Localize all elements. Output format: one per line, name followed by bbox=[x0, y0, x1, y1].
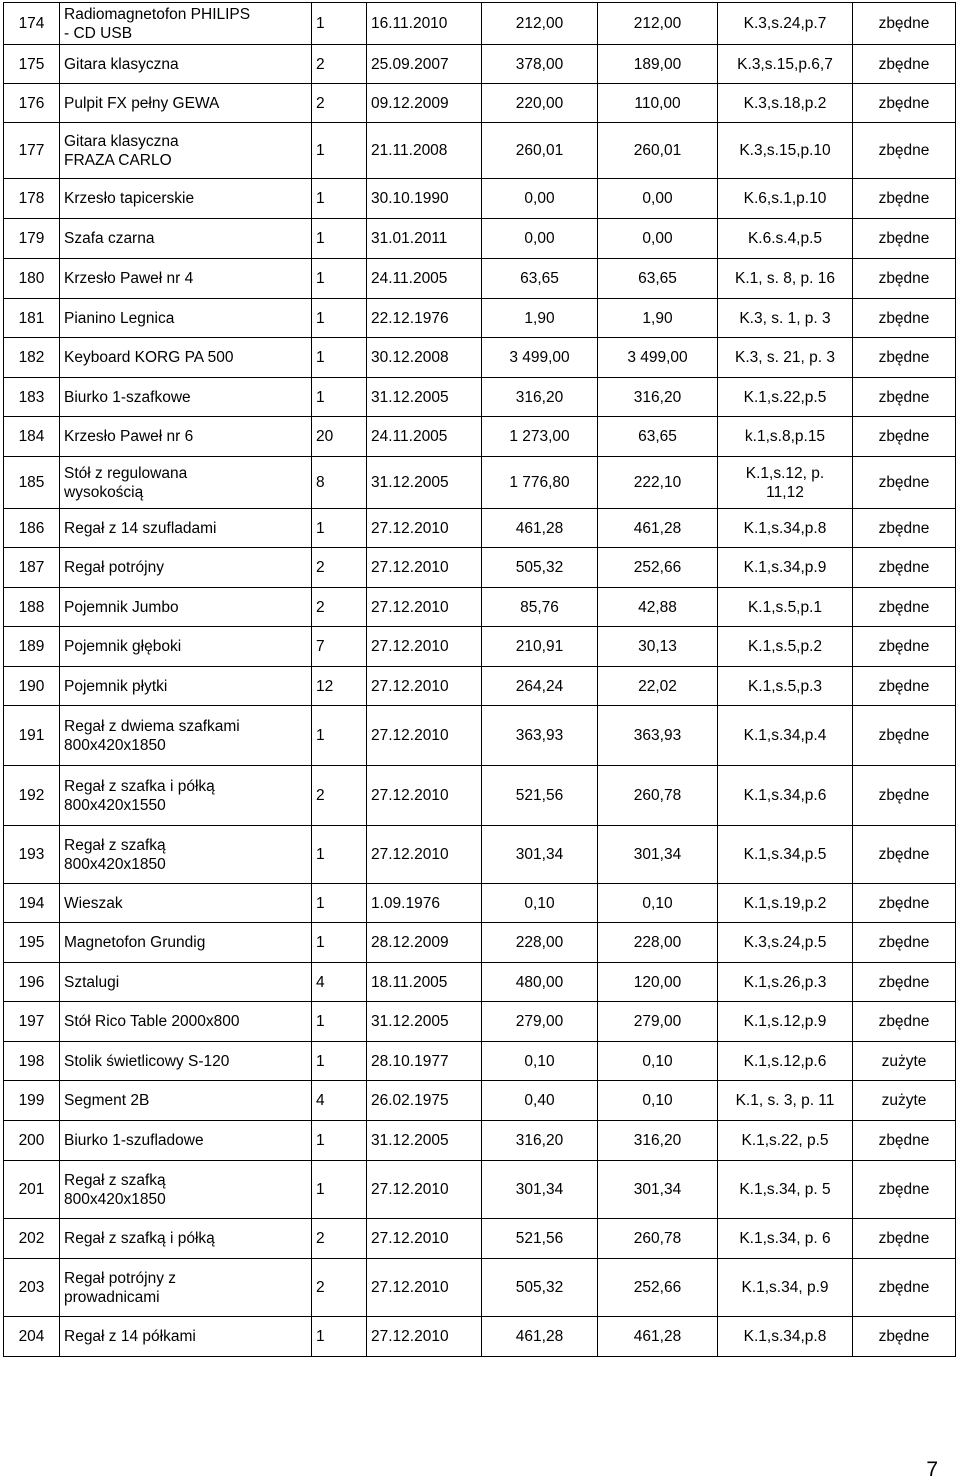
total-value-cell: 1,90 bbox=[482, 299, 598, 338]
quantity-cell: 2 bbox=[312, 548, 367, 588]
acquisition-date-cell: 26.02.1975 bbox=[367, 1081, 482, 1121]
table-row bbox=[4, 509, 956, 548]
item-name-cell: Regał z 14 szufladami bbox=[60, 509, 312, 548]
unit-value-cell: 63,65 bbox=[598, 259, 718, 299]
total-value-cell: 63,65 bbox=[482, 259, 598, 299]
reference-cell: K.1,s.34,p.6 bbox=[718, 766, 853, 826]
unit-value-cell: 461,28 bbox=[598, 1317, 718, 1357]
status-cell: zbędne bbox=[853, 667, 956, 706]
row-number-cell: 181 bbox=[4, 299, 60, 338]
total-value-cell: 228,00 bbox=[482, 923, 598, 963]
unit-value-cell: 3 499,00 bbox=[598, 338, 718, 378]
total-value-cell: 220,00 bbox=[482, 84, 598, 123]
total-value-cell: 0,00 bbox=[482, 179, 598, 219]
unit-value-cell: 63,65 bbox=[598, 417, 718, 457]
inventory-table bbox=[3, 2, 956, 1357]
acquisition-date-cell: 1.09.1976 bbox=[367, 884, 482, 923]
row-number-cell: 187 bbox=[4, 548, 60, 588]
table-row bbox=[4, 123, 956, 179]
item-name-cell: Segment 2B bbox=[60, 1081, 312, 1121]
item-name-cell: Regał z szafką i półką bbox=[60, 1219, 312, 1259]
item-name-cell: Biurko 1-szufladowe bbox=[60, 1121, 312, 1161]
quantity-cell: 4 bbox=[312, 1081, 367, 1121]
total-value-cell: 301,34 bbox=[482, 1161, 598, 1219]
status-cell: zbędne bbox=[853, 417, 956, 457]
item-name-cell: Stół Rico Table 2000x800 bbox=[60, 1002, 312, 1042]
status-cell: zbędne bbox=[853, 1002, 956, 1042]
row-number-cell: 201 bbox=[4, 1161, 60, 1219]
reference-cell: K.1, s. 8, p. 16 bbox=[718, 259, 853, 299]
status-cell: zbędne bbox=[853, 123, 956, 179]
unit-value-cell: 30,13 bbox=[598, 627, 718, 667]
quantity-cell: 1 bbox=[312, 3, 367, 45]
acquisition-date-cell: 31.12.2005 bbox=[367, 457, 482, 509]
reference-cell: K.1,s.34, p. 5 bbox=[718, 1161, 853, 1219]
acquisition-date-cell: 27.12.2010 bbox=[367, 1317, 482, 1357]
table-row bbox=[4, 766, 956, 826]
acquisition-date-cell: 27.12.2010 bbox=[367, 588, 482, 627]
page-number: 7 bbox=[926, 1458, 938, 1481]
status-cell: zbędne bbox=[853, 1161, 956, 1219]
total-value-cell: 210,91 bbox=[482, 627, 598, 667]
total-value-cell: 260,01 bbox=[482, 123, 598, 179]
quantity-cell: 4 bbox=[312, 963, 367, 1002]
row-number-cell: 192 bbox=[4, 766, 60, 826]
row-number-cell: 190 bbox=[4, 667, 60, 706]
table-row bbox=[4, 1081, 956, 1121]
total-value-cell: 0,00 bbox=[482, 219, 598, 259]
row-number-cell: 186 bbox=[4, 509, 60, 548]
reference-cell: K.3,s.24,p.5 bbox=[718, 923, 853, 963]
unit-value-cell: 301,34 bbox=[598, 826, 718, 884]
table-row bbox=[4, 588, 956, 627]
reference-cell: K.1,s.34,p.4 bbox=[718, 706, 853, 766]
row-number-cell: 184 bbox=[4, 417, 60, 457]
status-cell: zbędne bbox=[853, 259, 956, 299]
row-number-cell: 189 bbox=[4, 627, 60, 667]
table-row bbox=[4, 299, 956, 338]
total-value-cell: 85,76 bbox=[482, 588, 598, 627]
unit-value-cell: 222,10 bbox=[598, 457, 718, 509]
item-name-cell: Regał potrójny z prowadnicami bbox=[60, 1259, 312, 1317]
acquisition-date-cell: 27.12.2010 bbox=[367, 1259, 482, 1317]
acquisition-date-cell: 31.12.2005 bbox=[367, 1121, 482, 1161]
row-number-cell: 179 bbox=[4, 219, 60, 259]
row-number-cell: 191 bbox=[4, 706, 60, 766]
total-value-cell: 301,34 bbox=[482, 826, 598, 884]
total-value-cell: 0,40 bbox=[482, 1081, 598, 1121]
item-name-cell: Pojemnik płytki bbox=[60, 667, 312, 706]
table-row bbox=[4, 417, 956, 457]
total-value-cell: 1 776,80 bbox=[482, 457, 598, 509]
total-value-cell: 521,56 bbox=[482, 1219, 598, 1259]
acquisition-date-cell: 27.12.2010 bbox=[367, 1219, 482, 1259]
row-number-cell: 195 bbox=[4, 923, 60, 963]
reference-cell: K.1,s.26,p.3 bbox=[718, 963, 853, 1002]
unit-value-cell: 0,10 bbox=[598, 1042, 718, 1081]
total-value-cell: 521,56 bbox=[482, 766, 598, 826]
row-number-cell: 204 bbox=[4, 1317, 60, 1357]
quantity-cell: 1 bbox=[312, 509, 367, 548]
unit-value-cell: 42,88 bbox=[598, 588, 718, 627]
status-cell: zbędne bbox=[853, 963, 956, 1002]
reference-cell: K.1,s.12,p.6 bbox=[718, 1042, 853, 1081]
unit-value-cell: 189,00 bbox=[598, 45, 718, 84]
item-name-cell: Krzesło Paweł nr 6 bbox=[60, 417, 312, 457]
acquisition-date-cell: 24.11.2005 bbox=[367, 259, 482, 299]
reference-cell: K.1,s.34, p.9 bbox=[718, 1259, 853, 1317]
quantity-cell: 8 bbox=[312, 457, 367, 509]
total-value-cell: 212,00 bbox=[482, 3, 598, 45]
acquisition-date-cell: 27.12.2010 bbox=[367, 509, 482, 548]
total-value-cell: 363,93 bbox=[482, 706, 598, 766]
item-name-cell: Wieszak bbox=[60, 884, 312, 923]
quantity-cell: 1 bbox=[312, 123, 367, 179]
status-cell: zużyte bbox=[853, 1081, 956, 1121]
table-row bbox=[4, 548, 956, 588]
quantity-cell: 1 bbox=[312, 826, 367, 884]
quantity-cell: 1 bbox=[312, 299, 367, 338]
quantity-cell: 1 bbox=[312, 1121, 367, 1161]
status-cell: zużyte bbox=[853, 1042, 956, 1081]
table-row bbox=[4, 219, 956, 259]
total-value-cell: 378,00 bbox=[482, 45, 598, 84]
table-row bbox=[4, 1121, 956, 1161]
quantity-cell: 1 bbox=[312, 259, 367, 299]
quantity-cell: 2 bbox=[312, 1259, 367, 1317]
total-value-cell: 0,10 bbox=[482, 1042, 598, 1081]
table-row bbox=[4, 45, 956, 84]
item-name-cell: Szafa czarna bbox=[60, 219, 312, 259]
row-number-cell: 196 bbox=[4, 963, 60, 1002]
acquisition-date-cell: 24.11.2005 bbox=[367, 417, 482, 457]
status-cell: zbędne bbox=[853, 548, 956, 588]
row-number-cell: 180 bbox=[4, 259, 60, 299]
status-cell: zbędne bbox=[853, 588, 956, 627]
unit-value-cell: 212,00 bbox=[598, 3, 718, 45]
unit-value-cell: 363,93 bbox=[598, 706, 718, 766]
acquisition-date-cell: 27.12.2010 bbox=[367, 667, 482, 706]
row-number-cell: 185 bbox=[4, 457, 60, 509]
status-cell: zbędne bbox=[853, 457, 956, 509]
status-cell: zbędne bbox=[853, 338, 956, 378]
table-row bbox=[4, 457, 956, 509]
table-row bbox=[4, 1259, 956, 1317]
unit-value-cell: 0,10 bbox=[598, 1081, 718, 1121]
reference-cell: K.1,s.12, p. 11,12 bbox=[718, 457, 853, 509]
table-row bbox=[4, 1317, 956, 1357]
row-number-cell: 175 bbox=[4, 45, 60, 84]
quantity-cell: 1 bbox=[312, 884, 367, 923]
total-value-cell: 316,20 bbox=[482, 1121, 598, 1161]
table-row bbox=[4, 1219, 956, 1259]
unit-value-cell: 120,00 bbox=[598, 963, 718, 1002]
total-value-cell: 505,32 bbox=[482, 1259, 598, 1317]
table-row bbox=[4, 3, 956, 45]
reference-cell: K.1,s.34,p.8 bbox=[718, 1317, 853, 1357]
quantity-cell: 1 bbox=[312, 1042, 367, 1081]
quantity-cell: 2 bbox=[312, 84, 367, 123]
item-name-cell: Krzesło tapicerskie bbox=[60, 179, 312, 219]
unit-value-cell: 0,00 bbox=[598, 179, 718, 219]
unit-value-cell: 316,20 bbox=[598, 378, 718, 417]
unit-value-cell: 316,20 bbox=[598, 1121, 718, 1161]
table-row bbox=[4, 667, 956, 706]
reference-cell: K.3, s. 21, p. 3 bbox=[718, 338, 853, 378]
acquisition-date-cell: 27.12.2010 bbox=[367, 548, 482, 588]
item-name-cell: Pianino Legnica bbox=[60, 299, 312, 338]
acquisition-date-cell: 22.12.1976 bbox=[367, 299, 482, 338]
status-cell: zbędne bbox=[853, 627, 956, 667]
table-row bbox=[4, 884, 956, 923]
row-number-cell: 203 bbox=[4, 1259, 60, 1317]
total-value-cell: 480,00 bbox=[482, 963, 598, 1002]
unit-value-cell: 1,90 bbox=[598, 299, 718, 338]
unit-value-cell: 279,00 bbox=[598, 1002, 718, 1042]
table-row bbox=[4, 1042, 956, 1081]
quantity-cell: 2 bbox=[312, 1219, 367, 1259]
item-name-cell: Magnetofon Grundig bbox=[60, 923, 312, 963]
table-row bbox=[4, 627, 956, 667]
acquisition-date-cell: 31.12.2005 bbox=[367, 378, 482, 417]
table-row bbox=[4, 826, 956, 884]
quantity-cell: 1 bbox=[312, 378, 367, 417]
acquisition-date-cell: 21.11.2008 bbox=[367, 123, 482, 179]
row-number-cell: 174 bbox=[4, 3, 60, 45]
status-cell: zbędne bbox=[853, 509, 956, 548]
reference-cell: K.1,s.34,p.5 bbox=[718, 826, 853, 884]
item-name-cell: Regał z szafką 800x420x1850 bbox=[60, 1161, 312, 1219]
status-cell: zbędne bbox=[853, 884, 956, 923]
reference-cell: K.1,s.5,p.1 bbox=[718, 588, 853, 627]
reference-cell: K.3, s. 1, p. 3 bbox=[718, 299, 853, 338]
row-number-cell: 200 bbox=[4, 1121, 60, 1161]
reference-cell: K.1, s. 3, p. 11 bbox=[718, 1081, 853, 1121]
quantity-cell: 1 bbox=[312, 1161, 367, 1219]
unit-value-cell: 22,02 bbox=[598, 667, 718, 706]
total-value-cell: 3 499,00 bbox=[482, 338, 598, 378]
row-number-cell: 198 bbox=[4, 1042, 60, 1081]
item-name-cell: Pojemnik głęboki bbox=[60, 627, 312, 667]
status-cell: zbędne bbox=[853, 378, 956, 417]
row-number-cell: 197 bbox=[4, 1002, 60, 1042]
item-name-cell: Krzesło Paweł nr 4 bbox=[60, 259, 312, 299]
item-name-cell: Sztalugi bbox=[60, 963, 312, 1002]
quantity-cell: 1 bbox=[312, 179, 367, 219]
unit-value-cell: 228,00 bbox=[598, 923, 718, 963]
status-cell: zbędne bbox=[853, 766, 956, 826]
acquisition-date-cell: 18.11.2005 bbox=[367, 963, 482, 1002]
total-value-cell: 264,24 bbox=[482, 667, 598, 706]
item-name-cell: Biurko 1-szafkowe bbox=[60, 378, 312, 417]
total-value-cell: 279,00 bbox=[482, 1002, 598, 1042]
table-row bbox=[4, 259, 956, 299]
quantity-cell: 2 bbox=[312, 588, 367, 627]
acquisition-date-cell: 27.12.2010 bbox=[367, 1161, 482, 1219]
item-name-cell: Stolik świetlicowy S-120 bbox=[60, 1042, 312, 1081]
reference-cell: K.3,s.18,p.2 bbox=[718, 84, 853, 123]
acquisition-date-cell: 09.12.2009 bbox=[367, 84, 482, 123]
status-cell: zbędne bbox=[853, 219, 956, 259]
quantity-cell: 1 bbox=[312, 1002, 367, 1042]
item-name-cell: Gitara klasyczna bbox=[60, 45, 312, 84]
row-number-cell: 183 bbox=[4, 378, 60, 417]
status-cell: zbędne bbox=[853, 1259, 956, 1317]
acquisition-date-cell: 28.10.1977 bbox=[367, 1042, 482, 1081]
status-cell: zbędne bbox=[853, 3, 956, 45]
reference-cell: K.3,s.15,p.6,7 bbox=[718, 45, 853, 84]
item-name-cell: Keyboard KORG PA 500 bbox=[60, 338, 312, 378]
item-name-cell: Gitara klasyczna FRAZA CARLO bbox=[60, 123, 312, 179]
item-name-cell: Pulpit FX pełny GEWA bbox=[60, 84, 312, 123]
row-number-cell: 188 bbox=[4, 588, 60, 627]
row-number-cell: 178 bbox=[4, 179, 60, 219]
table-row bbox=[4, 338, 956, 378]
acquisition-date-cell: 27.12.2010 bbox=[367, 706, 482, 766]
unit-value-cell: 260,01 bbox=[598, 123, 718, 179]
unit-value-cell: 110,00 bbox=[598, 84, 718, 123]
row-number-cell: 177 bbox=[4, 123, 60, 179]
unit-value-cell: 301,34 bbox=[598, 1161, 718, 1219]
row-number-cell: 194 bbox=[4, 884, 60, 923]
reference-cell: K.6.s.4,p.5 bbox=[718, 219, 853, 259]
quantity-cell: 2 bbox=[312, 45, 367, 84]
table-row bbox=[4, 179, 956, 219]
acquisition-date-cell: 16.11.2010 bbox=[367, 3, 482, 45]
status-cell: zbędne bbox=[853, 179, 956, 219]
status-cell: zbędne bbox=[853, 1317, 956, 1357]
reference-cell: K.1,s.12,p.9 bbox=[718, 1002, 853, 1042]
acquisition-date-cell: 31.12.2005 bbox=[367, 1002, 482, 1042]
acquisition-date-cell: 31.01.2011 bbox=[367, 219, 482, 259]
status-cell: zbędne bbox=[853, 706, 956, 766]
unit-value-cell: 252,66 bbox=[598, 548, 718, 588]
reference-cell: K.3,s.15,p.10 bbox=[718, 123, 853, 179]
quantity-cell: 1 bbox=[312, 706, 367, 766]
acquisition-date-cell: 27.12.2010 bbox=[367, 627, 482, 667]
reference-cell: K.6,s.1,p.10 bbox=[718, 179, 853, 219]
item-name-cell: Stół z regulowana wysokością bbox=[60, 457, 312, 509]
unit-value-cell: 0,10 bbox=[598, 884, 718, 923]
status-cell: zbędne bbox=[853, 1219, 956, 1259]
status-cell: zbędne bbox=[853, 923, 956, 963]
item-name-cell: Regał z dwiema szafkami 800x420x1850 bbox=[60, 706, 312, 766]
item-name-cell: Pojemnik Jumbo bbox=[60, 588, 312, 627]
row-number-cell: 202 bbox=[4, 1219, 60, 1259]
unit-value-cell: 0,00 bbox=[598, 219, 718, 259]
total-value-cell: 461,28 bbox=[482, 1317, 598, 1357]
reference-cell: K.1,s.34,p.9 bbox=[718, 548, 853, 588]
reference-cell: K.3,s.24,p.7 bbox=[718, 3, 853, 45]
reference-cell: K.1,s.19,p.2 bbox=[718, 884, 853, 923]
inventory-rows bbox=[4, 3, 956, 1357]
acquisition-date-cell: 27.12.2010 bbox=[367, 766, 482, 826]
table-row bbox=[4, 378, 956, 417]
unit-value-cell: 260,78 bbox=[598, 766, 718, 826]
item-name-cell: Radiomagnetofon PHILIPS - CD USB bbox=[60, 3, 312, 45]
acquisition-date-cell: 25.09.2007 bbox=[367, 45, 482, 84]
quantity-cell: 1 bbox=[312, 923, 367, 963]
unit-value-cell: 252,66 bbox=[598, 1259, 718, 1317]
reference-cell: K.1,s.5,p.2 bbox=[718, 627, 853, 667]
unit-value-cell: 260,78 bbox=[598, 1219, 718, 1259]
reference-cell: K.1,s.22,p.5 bbox=[718, 378, 853, 417]
acquisition-date-cell: 28.12.2009 bbox=[367, 923, 482, 963]
row-number-cell: 176 bbox=[4, 84, 60, 123]
reference-cell: K.1,s.34,p.8 bbox=[718, 509, 853, 548]
row-number-cell: 193 bbox=[4, 826, 60, 884]
status-cell: zbędne bbox=[853, 826, 956, 884]
total-value-cell: 0,10 bbox=[482, 884, 598, 923]
item-name-cell: Regał potrójny bbox=[60, 548, 312, 588]
total-value-cell: 1 273,00 bbox=[482, 417, 598, 457]
quantity-cell: 12 bbox=[312, 667, 367, 706]
acquisition-date-cell: 30.10.1990 bbox=[367, 179, 482, 219]
reference-cell: K.1,s.22, p.5 bbox=[718, 1121, 853, 1161]
total-value-cell: 505,32 bbox=[482, 548, 598, 588]
status-cell: zbędne bbox=[853, 84, 956, 123]
table-row bbox=[4, 1161, 956, 1219]
reference-cell: K.1,s.5,p.3 bbox=[718, 667, 853, 706]
row-number-cell: 199 bbox=[4, 1081, 60, 1121]
status-cell: zbędne bbox=[853, 1121, 956, 1161]
unit-value-cell: 461,28 bbox=[598, 509, 718, 548]
item-name-cell: Regał z 14 półkami bbox=[60, 1317, 312, 1357]
acquisition-date-cell: 27.12.2010 bbox=[367, 826, 482, 884]
acquisition-date-cell: 30.12.2008 bbox=[367, 338, 482, 378]
item-name-cell: Regał z szafką 800x420x1850 bbox=[60, 826, 312, 884]
quantity-cell: 1 bbox=[312, 338, 367, 378]
quantity-cell: 1 bbox=[312, 1317, 367, 1357]
item-name-cell: Regał z szafka i półką 800x420x1550 bbox=[60, 766, 312, 826]
table-row bbox=[4, 84, 956, 123]
status-cell: zbędne bbox=[853, 299, 956, 338]
quantity-cell: 1 bbox=[312, 219, 367, 259]
reference-cell: k.1,s.8,p.15 bbox=[718, 417, 853, 457]
total-value-cell: 461,28 bbox=[482, 509, 598, 548]
table-row bbox=[4, 923, 956, 963]
table-row bbox=[4, 1002, 956, 1042]
reference-cell: K.1,s.34, p. 6 bbox=[718, 1219, 853, 1259]
quantity-cell: 2 bbox=[312, 766, 367, 826]
total-value-cell: 316,20 bbox=[482, 378, 598, 417]
quantity-cell: 20 bbox=[312, 417, 367, 457]
table-row bbox=[4, 706, 956, 766]
table-row bbox=[4, 963, 956, 1002]
quantity-cell: 7 bbox=[312, 627, 367, 667]
status-cell: zbędne bbox=[853, 45, 956, 84]
row-number-cell: 182 bbox=[4, 338, 60, 378]
